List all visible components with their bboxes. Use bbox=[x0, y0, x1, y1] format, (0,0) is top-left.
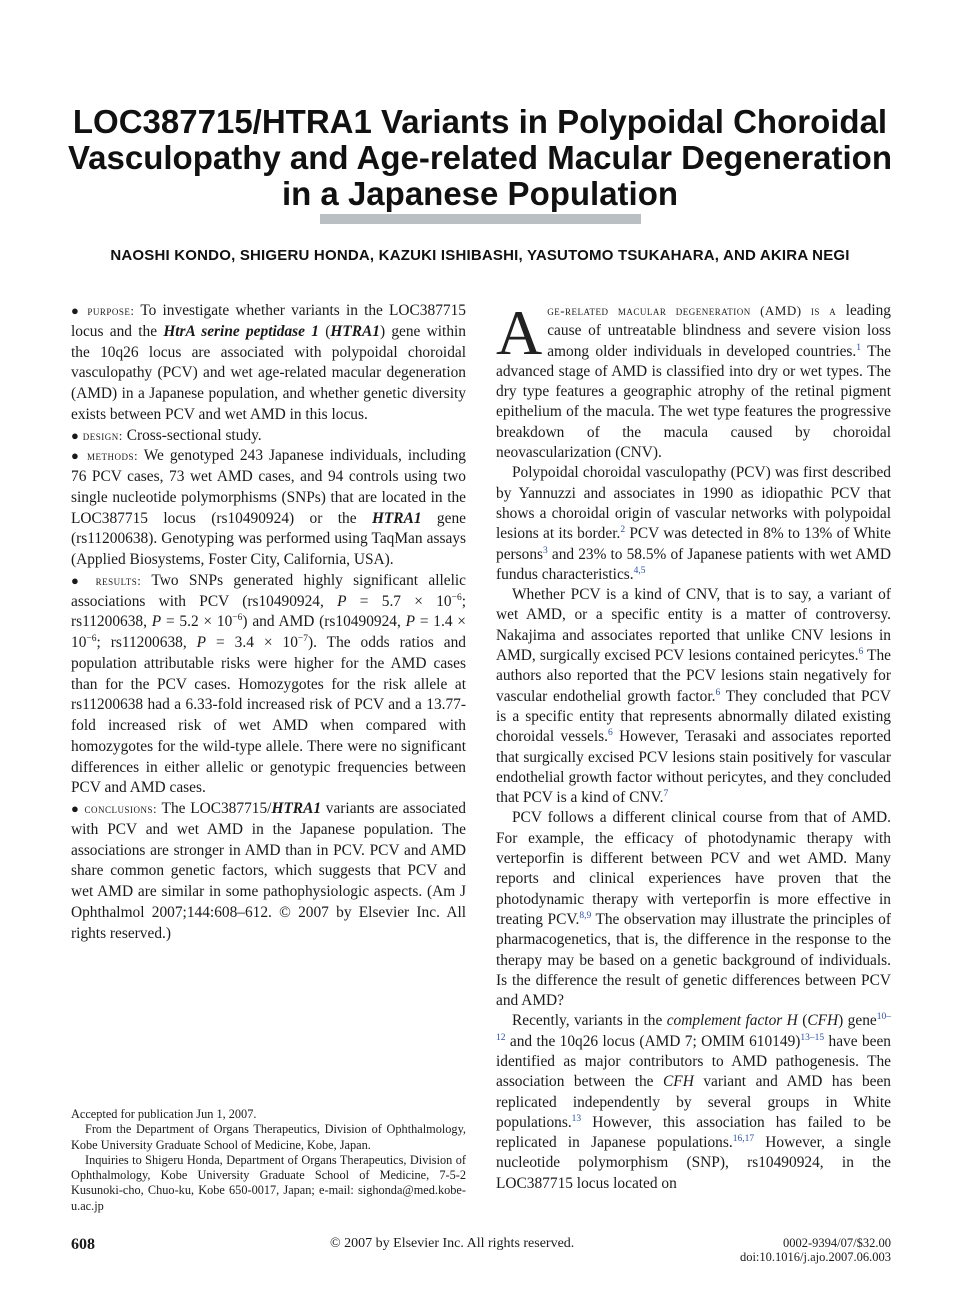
drop-cap: A bbox=[496, 297, 543, 368]
abstract-conclusions: ● conclusions: The LOC387715/HTRA1 variants are associated with PCV and wet AMD in the Japanese population. The associations are stronger in AMD than in PCV. PCV and AMD share common genetic factors, which suggests that PCV and wet AMD are similar in some pathophysiologic aspects. (Am J Ophthalmol 2007;144:608–612. © 2007 by Elsevier Inc. All rights reserved.) bbox=[71, 800, 466, 942]
abstract-label: purpose: bbox=[87, 303, 135, 318]
paragraph: Recently, variants in the complement factor H (CFH) gene$^{10-12}$ and the 10q26 locus (AMD 7; OMIM 610149)$^{13-15}$ have been identified as major contributors to AMD pathogenesis. The association between the CFH variant and AMD has been replicated independently by several groups in White populations.$^{13}$ However, this association has failed to be replicated in Japanese populations.$^{16,17}$ However, a single nucleotide polymorphism (SNP), rs10490924, in the LOC387715 locus located on bbox=[496, 1012, 892, 1192]
affiliation: From the Department of Organs Therapeutics, Division of Ophthalmology, Kobe University Graduate School of Medicine, Kobe, Japan. bbox=[71, 1122, 466, 1152]
bullet-icon: ● bbox=[71, 801, 80, 816]
title-divider bbox=[320, 214, 641, 224]
abstract-methods: ● methods: We genotyped 243 Japanese individuals, including 76 PCV cases, 73 wet AMD cases, and 94 controls using two single nucleotide polymorphisms (SNPs) that are located in the LOC387715 locus (rs10490924) or the HTRA1 gene (rs11200638). Genotyping was performed using TaqMan assays (Applied Biosystems, Foster City, California, USA). bbox=[71, 447, 466, 568]
lead-in: ge-related macular degeneration (AMD) is a bbox=[547, 303, 837, 318]
doi: doi:10.1016/j.ajo.2007.06.003 bbox=[739, 1250, 891, 1264]
body-text bbox=[496, 297, 892, 1194]
bullet-icon: ● bbox=[71, 303, 82, 318]
copyright: © 2007 by Elsevier Inc. All rights reserved. bbox=[330, 1236, 575, 1251]
paragraph: Polypoidal choroidal vasculopathy (PCV) was first described by Yannuzzi and associates in 1990 as idiopathic PCV that shows a choroidal origin of vascular networks with polypoidal lesions at its border.$^2$ PCV was detected in 8% to 13% of White persons$^3$ and 23% to 58.5% of Japanese patients with wet AMD fundus characteristics.$^{4,5}$ bbox=[496, 464, 891, 583]
design-text: Cross-sectional study. bbox=[126, 426, 262, 444]
bullet-icon: ● bbox=[71, 427, 79, 443]
abstract-design bbox=[71, 426, 466, 447]
page-number: 608 bbox=[71, 1236, 95, 1253]
abstract-results: ● results: Two SNPs generated highly significant allelic associations with PCV (rs10490924, $P = 5.7 \times 10^{-6}$; rs11200638, $P = 5.2 \times 10^{-6}$) and AMD (rs10490924, $P = 1.4 \times 10^{-6}$; rs11200638, $P = 3.4 \times 10^{-7}$). The odds ratios and population attributable risks were higher for the AMD cases than for the PCV cases. Homozygotes for the risk allele at rs11200638 had a 6.33-fold increased risk of PCV and a 13.77-fold increased risk of wet AMD when compared with homozygotes for the wild-type allele. There were no significant differences in either allelic or genotypic frequencies between PCV and AMD cases. bbox=[71, 571, 466, 797]
article-title: LOC387715/HTRA1 Variants in Polypoidal Choroidal Vasculopathy and Age-related Macular Degeneration in a Japanese Population bbox=[67, 103, 892, 213]
author-list: NAOSHI KONDO, SHIGERU HONDA, KAZUKI ISHIBASHI, YASUTOMO TSUKAHARA, AND AKIRA NEGI bbox=[110, 247, 850, 264]
abstract-label: design: bbox=[82, 427, 123, 443]
abstract-label: results: bbox=[95, 572, 142, 588]
paragraph: Age-related macular degeneration (AMD) is a leading cause of untreatable blindness and severe vision loss among older individuals in developed countries.$^1$ The advanced stage of AMD is classified into dry or wet types. The dry type features a geographic atrophy of the retinal pigment epithelium of the macula. The wet type features the progressive breakdown of the macula caused by choroidal neovascularization (CNV). bbox=[496, 297, 891, 462]
abstract-label: conclusions: bbox=[84, 801, 158, 816]
abstract-purpose: ● purpose: To investigate whether variants in the LOC387715 locus and the HtrA serine peptidase 1 (HTRA1) gene within the 10q26 locus are associated with polypoidal choroidal vasculopathy (PCV) and wet age-related macular degeneration (AMD) in a Japanese population, and whether genetic diversity exists between PCV and wet AMD in this locus. bbox=[71, 302, 466, 423]
accepted-date: Accepted for publication Jun 1, 2007. bbox=[71, 1107, 257, 1121]
correspondence: Inquiries to Shigeru Honda, Department of Organs Therapeutics, Division of Ophthalmology, Kobe University Graduate School of Medicine, 7-5-2 Kusunoki-cho, Chuo-ku, Kobe 650-0017, Japan; e-mail: sighonda@med.kobe-u.ac.jp bbox=[71, 1152, 466, 1213]
paragraph: Whether PCV is a kind of CNV, that is to say, a variant of wet AMD, or a specific entity is a matter of controversy. Nakajima and associates reported that unlike CNV lesions in AMD, surgically excised PCV lesions contained pericytes.$^6$ The authors also reported that the PCV lesions stain negatively for vascular endothelial growth factor.$^6$ They concluded that PCV is a specific entity that represents abnormally dilated existing choroidal vessels.$^6$ However, Terasaki and associates reported that surgically excised PCV lesions stain positively for vascular endothelial growth factor without pericytes, and they concluded that PCV is a kind of CNV.$^7$ bbox=[496, 586, 891, 807]
article-ids bbox=[660, 1236, 891, 1264]
paragraph: PCV follows a different clinical course from that of AMD. For example, the efficacy of photodynamic therapy with verteporfin is different between PCV and wet AMD. Many reports and clinical experiences have proven that the photodynamic therapy with verteporfin is more effective in treating PCV.$^{8,9}$ The observation may illustrate the principles of pharmacogenetics, that is, the difference in the response to the therapy may be based on a genetic background of individuals. Is the difference the result of genetic differences between PCV and AMD? bbox=[496, 809, 892, 1010]
abstract-label: methods: bbox=[86, 448, 139, 464]
issn-price: 0002-9394/07/$32.00 bbox=[783, 1236, 891, 1250]
bullet-icon: ● bbox=[71, 572, 86, 588]
article-notes bbox=[71, 1107, 466, 1214]
bullet-icon: ● bbox=[71, 448, 81, 464]
abstract bbox=[71, 301, 466, 944]
